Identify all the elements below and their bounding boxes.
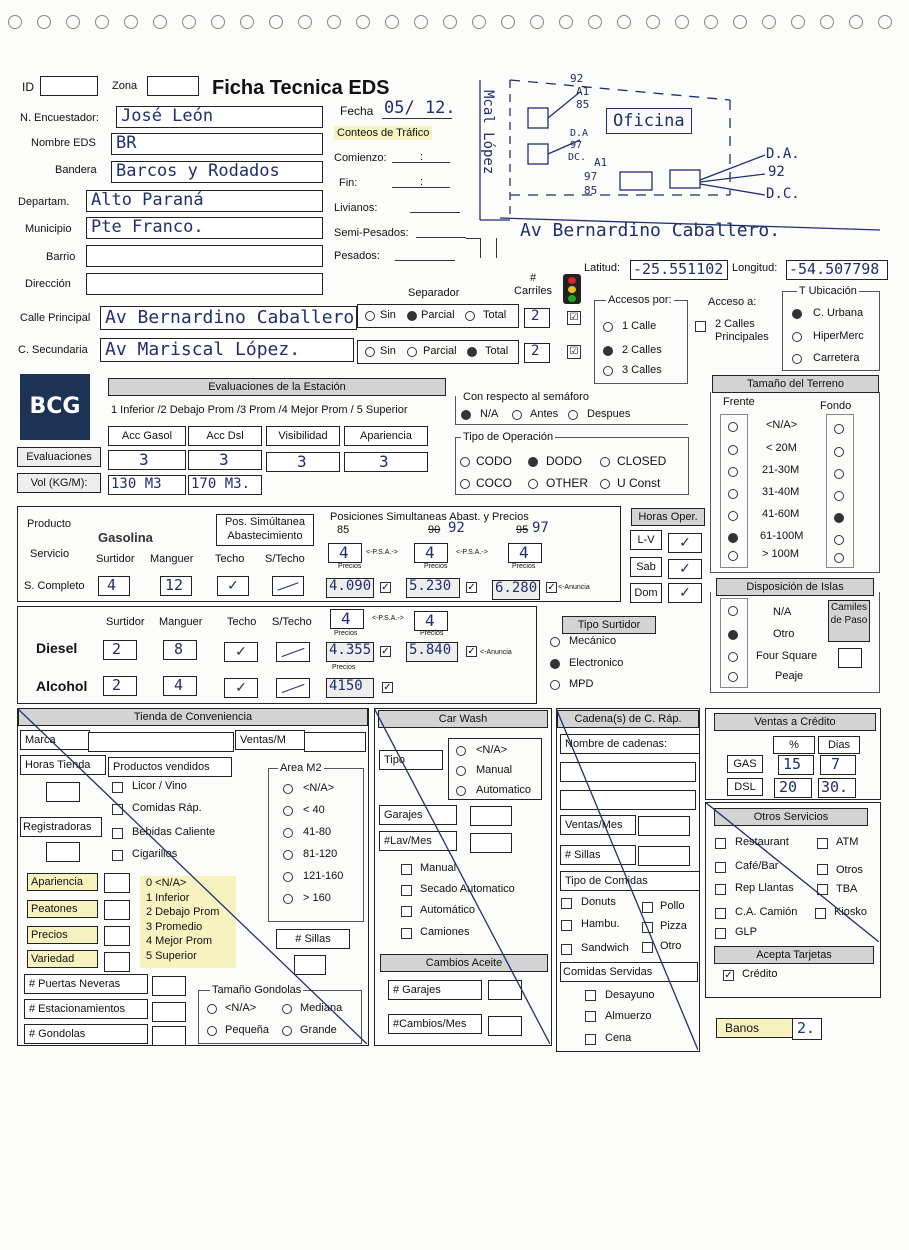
area-title: Area M2 xyxy=(280,762,322,774)
sep-p-sin[interactable] xyxy=(365,311,375,321)
servicio-label: Servicio xyxy=(30,548,70,560)
techo-label: Techo xyxy=(215,553,245,565)
semaforo-antes[interactable] xyxy=(512,410,522,420)
cambios-header: Cambios Aceite xyxy=(380,954,548,972)
tarjetas-header: Acepta Tarjetas xyxy=(714,946,874,964)
gas-price-3[interactable]: 6.280 xyxy=(492,580,540,600)
horas-dom-label: Dom xyxy=(630,583,662,603)
neveras-label: # Puertas Neveras xyxy=(24,974,148,994)
id-label: ID xyxy=(22,80,34,94)
alc-techo[interactable]: ✓ xyxy=(224,678,258,698)
sketch-side-street: Mcal López xyxy=(480,90,496,175)
encuestador-field[interactable]: José León xyxy=(116,106,323,128)
pos-sim-header: Pos. Simúltanea Abastecimiento xyxy=(216,514,314,546)
fondo-100[interactable] xyxy=(834,553,844,563)
diesel-label: Diesel xyxy=(36,640,78,656)
dsl-anuncia-label: <-Anuncia xyxy=(480,649,512,656)
sep-p-parcial[interactable] xyxy=(407,311,417,321)
fin-sep: : xyxy=(420,176,424,188)
comidas-servidas-label: Comidas Servidas xyxy=(560,962,698,982)
fondo-41[interactable] xyxy=(834,513,844,523)
cadenas-crossout xyxy=(556,708,698,1050)
semaforo-secundaria-check[interactable]: ☑ xyxy=(567,345,581,359)
banos-label: Banos xyxy=(716,1018,794,1038)
op-uconst[interactable] xyxy=(600,479,610,489)
manguer-label: Manguer xyxy=(150,553,194,565)
calle-secundaria-label: C. Secundaria xyxy=(18,344,88,356)
dsl-pos-1[interactable]: 4 xyxy=(330,609,364,629)
credito-tarjeta-label: Crédito xyxy=(742,968,778,980)
departam-label: Departam. xyxy=(18,196,70,208)
carwash-header: Car Wash xyxy=(378,710,548,728)
otros-header: Otros Servicios xyxy=(714,808,868,826)
sep-p-total[interactable] xyxy=(465,311,475,321)
semaforo-title: Con respecto al semáforo xyxy=(463,391,589,403)
tienda-crossout xyxy=(17,708,367,1044)
marca-label: Marca xyxy=(20,730,90,750)
traffic-light-icon xyxy=(563,274,581,304)
sep-s-parcial[interactable] xyxy=(407,347,417,357)
credito-dsl-label: DSL xyxy=(727,778,763,796)
credito-tarjeta-check[interactable]: ✓ xyxy=(724,970,733,981)
sketch-right-da: D.A. xyxy=(766,146,800,162)
sketch-left-85: 85 xyxy=(584,184,598,197)
eval-col-apariencia: Apariencia xyxy=(344,426,428,446)
carwash-crossout xyxy=(374,708,550,1044)
calle-principal-label: Calle Principal xyxy=(20,312,91,324)
frente-61[interactable] xyxy=(728,533,738,543)
terreno-header: Tamaño del Terreno xyxy=(712,375,879,393)
semi-label: Semi-Pesados: xyxy=(334,227,409,239)
grade-85: 85 xyxy=(337,524,350,536)
sketch-left-dc: DC. xyxy=(568,152,587,163)
sketch-right-dc: D.C. xyxy=(766,186,800,202)
op-coco[interactable] xyxy=(460,479,470,489)
tienda-header: Tienda de Conveniencia xyxy=(18,708,368,726)
gas-manguer[interactable]: 12 xyxy=(160,576,192,596)
comienzo-sep: : xyxy=(420,151,424,163)
ubic-carretera[interactable] xyxy=(792,354,802,364)
op-codo[interactable] xyxy=(460,457,470,467)
pos-sim-precios-label: Posiciones Simultaneas Abast. y Precios xyxy=(330,511,529,523)
cadenas-header: Cadena(s) de C. Ráp. xyxy=(557,710,699,728)
vol-label: Vol (KG/M): xyxy=(17,473,101,493)
comienzo-label: Comienzo: xyxy=(334,152,387,164)
frente-31[interactable] xyxy=(728,489,738,499)
sketch-left-da: D.A xyxy=(570,128,589,139)
sketch-label-85: 85 xyxy=(576,98,590,111)
credito-gas-pct[interactable]: 15 xyxy=(778,755,814,775)
vol-dsl[interactable]: 170 M3. xyxy=(188,475,262,495)
fecha-value: 05/ 12. xyxy=(384,98,456,118)
fondo-na[interactable] xyxy=(834,424,844,434)
grade-90-crossed: 90 xyxy=(428,524,441,536)
acceso-3calles[interactable] xyxy=(603,366,613,376)
eval-header: Evaluaciones de la Estación xyxy=(108,378,446,396)
ventas-label: Ventas/M xyxy=(235,730,305,750)
eval-scale: 1 Inferior /2 Debajo Prom /3 Prom /4 Mejor Prom / 5 Superior xyxy=(111,404,408,416)
c-cambios-label: #Cambios/Mes xyxy=(388,1014,482,1034)
scompleto-label: S. Completo xyxy=(24,580,85,592)
page-title: Ficha Tecnica EDS xyxy=(212,77,390,99)
dsl-price-2[interactable]: 5.840 xyxy=(406,642,458,662)
vol-gasol[interactable]: 130 M3 xyxy=(108,475,186,495)
islas-header: Disposición de Islas xyxy=(716,578,874,596)
banos-field[interactable]: 2. xyxy=(792,1018,822,1040)
camiles-field[interactable] xyxy=(838,648,862,668)
isla-na[interactable] xyxy=(728,606,738,616)
encuestador-label: N. Encuestador: xyxy=(20,112,99,124)
surt-electronico[interactable] xyxy=(550,659,560,669)
peatones-label: Peatones xyxy=(27,900,98,918)
alc-surtidor[interactable]: 2 xyxy=(103,676,137,696)
credito-dsl-pct[interactable]: 20 xyxy=(774,778,812,798)
alc-manguer[interactable]: 4 xyxy=(163,676,197,696)
garajes-label: Garajes xyxy=(379,805,457,825)
horas-sab[interactable]: ✓ xyxy=(668,559,702,579)
livianos-label: Livianos: xyxy=(334,202,378,214)
gas-pos-3[interactable]: 4 xyxy=(508,543,542,563)
productos-label: Productos vendidos xyxy=(108,757,232,777)
precios-label: Precios xyxy=(27,926,98,944)
credito-gas-label: GAS xyxy=(727,755,763,773)
frente-label: Frente xyxy=(723,396,755,408)
dsl-pos-2[interactable]: 4 xyxy=(414,611,448,631)
sketch-left-a1: A1 xyxy=(594,156,608,169)
ubicacion-title: T Ubicación xyxy=(799,285,857,297)
stecho-label: S/Techo xyxy=(265,553,305,565)
carriles-secundaria[interactable]: 2 xyxy=(524,343,550,363)
acceso-a-label: Acceso a: xyxy=(708,296,757,308)
nombre-cadenas-label: Nombre de cadenas: xyxy=(560,734,700,754)
eval-accgasol[interactable]: 3 xyxy=(108,450,186,470)
sketch-label-a1: A1 xyxy=(576,85,590,98)
two-principales-check[interactable] xyxy=(695,321,706,332)
variedad-label: Variedad xyxy=(27,950,98,968)
gondolas-title: Tamaño Gondolas xyxy=(212,984,302,996)
isla-otro[interactable] xyxy=(728,630,738,640)
tipo-surtidor-header: Tipo Surtidor xyxy=(562,616,656,634)
horas-lv[interactable]: ✓ xyxy=(668,533,702,553)
isla-peaje[interactable] xyxy=(728,672,738,682)
acceso-1calle[interactable] xyxy=(603,322,613,332)
eval-col-accdsl: Acc Dsl xyxy=(188,426,262,446)
fin-label: Fin: xyxy=(339,177,358,189)
gas-surtidor[interactable]: 4 xyxy=(98,576,130,596)
tipo-comidas-label: Tipo de Comidas xyxy=(560,871,700,891)
eval-visibilidad[interactable]: 3 xyxy=(266,452,340,472)
operacion-title: Tipo de Operación xyxy=(463,431,554,443)
horas-header: Horas Oper. xyxy=(631,508,705,526)
dsl-stecho[interactable] xyxy=(276,642,310,662)
fecha-label: Fecha xyxy=(340,104,374,118)
horas-lv-label: L-V xyxy=(630,530,662,550)
credito-dsl-dias[interactable]: 30. xyxy=(818,778,856,798)
grade-92: 92 xyxy=(448,520,465,536)
bcg-logo: BCG xyxy=(20,374,90,440)
gas-price-2-check[interactable]: ✓ xyxy=(467,582,476,593)
horas-sab-label: Sab xyxy=(630,557,662,577)
gondolas-label: # Gondolas xyxy=(24,1024,148,1044)
fondo-21[interactable] xyxy=(834,469,844,479)
separador-label: Separador xyxy=(408,287,460,299)
carriles-label: # Carriles xyxy=(514,272,552,297)
eval-apariencia[interactable]: 3 xyxy=(344,452,428,472)
pesados-label: Pesados: xyxy=(334,250,380,262)
evaluaciones-label: Evaluaciones xyxy=(17,447,101,467)
fondo-label: Fondo xyxy=(820,400,852,412)
dsl-manguer[interactable]: 8 xyxy=(163,640,197,660)
sketch-left-97b: 97 xyxy=(584,170,598,183)
otros-crossout xyxy=(705,802,879,942)
sketch-main-street: Av Bernardino Caballero. xyxy=(520,220,781,241)
credito-dias-header: Dias xyxy=(818,736,860,754)
cadena-ventas-label: Ventas/Mes xyxy=(560,815,636,835)
longitud-field[interactable]: -54.507798 xyxy=(786,260,888,280)
horas-tienda-label: Horas Tienda xyxy=(20,755,106,775)
alc-price-check[interactable]: ✓ xyxy=(383,682,392,693)
sep-s-sin[interactable] xyxy=(365,347,375,357)
camiles-header: Camiles de Paso xyxy=(828,600,870,642)
accesos-title: Accesos por: xyxy=(608,294,672,306)
credito-pct-header: % xyxy=(773,736,815,754)
cadena-sillas-label: # Sillas xyxy=(560,845,636,865)
dsl-price-1-check[interactable]: ✓ xyxy=(381,646,390,657)
binding-rings xyxy=(8,15,898,32)
dsl-techo[interactable]: ✓ xyxy=(224,642,258,662)
dsl-anuncia-check[interactable]: ✓ xyxy=(467,646,476,657)
alc-price[interactable]: 4150 xyxy=(326,678,374,698)
semaforo-principal-check[interactable]: ☑ xyxy=(567,311,581,325)
sketch-left-97: 97 xyxy=(570,140,583,151)
grade-97: 97 xyxy=(532,520,549,536)
apariencia-label: Apariencia xyxy=(27,873,98,891)
eval-accdsl[interactable]: 3 xyxy=(188,450,262,470)
municipio-field[interactable]: Pte Franco. xyxy=(86,217,323,239)
longitud-label: Longitud: xyxy=(732,262,778,274)
frente-100[interactable] xyxy=(728,551,738,561)
semaforo-despues[interactable] xyxy=(568,410,578,420)
dsl-surtidor[interactable]: 2 xyxy=(103,640,137,660)
gas-price-1-check[interactable]: ✓ xyxy=(381,582,390,593)
gas-price-1[interactable]: 4.090 xyxy=(326,578,374,598)
surtidor-label: Surtidor xyxy=(96,553,135,565)
calle-principal-field[interactable]: Av Bernardino Caballero xyxy=(100,306,357,330)
estac-label: # Estacionamientos xyxy=(24,999,148,1019)
departam-field[interactable]: Alto Paraná xyxy=(86,190,323,212)
isla-four-square[interactable] xyxy=(728,652,738,662)
latitud-label: Latitud: xyxy=(584,262,621,274)
zona-field[interactable] xyxy=(147,76,199,96)
conteos-label: Conteos de Tráfico xyxy=(334,126,432,140)
barrio-label: Barrio xyxy=(46,251,76,263)
frente-21[interactable] xyxy=(728,467,738,477)
ubic-hipermerc[interactable] xyxy=(792,332,802,342)
fondo-61[interactable] xyxy=(834,535,844,545)
fondo-20[interactable] xyxy=(834,447,844,457)
surt-mecanico[interactable] xyxy=(550,637,560,647)
sketch-label-92: 92 xyxy=(570,72,584,85)
credito-gas-dias[interactable]: 7 xyxy=(820,755,856,775)
calle-secundaria-field[interactable]: Av Mariscal López. xyxy=(100,338,354,362)
frente-na[interactable] xyxy=(728,422,738,432)
carwash-tipo-label: Tipo xyxy=(379,750,443,770)
sep-s-total[interactable] xyxy=(467,347,477,357)
eval-col-visibilidad: Visibilidad xyxy=(266,426,340,446)
producto-label: Producto xyxy=(27,518,72,530)
municipio-label: Municipio xyxy=(25,223,72,235)
eval-col-accgasol: Acc Gasol xyxy=(108,426,186,446)
gas-anuncia-check[interactable]: ✓ xyxy=(547,582,556,593)
latitud-field[interactable]: -25.551102 xyxy=(630,260,728,280)
horas-dom[interactable]: ✓ xyxy=(668,583,702,603)
semaforo-na[interactable] xyxy=(461,410,471,420)
op-other[interactable] xyxy=(528,479,538,489)
grade-95-crossed: 95 xyxy=(516,524,529,536)
gas-price-2[interactable]: 5.230 xyxy=(406,578,460,598)
frente-20[interactable] xyxy=(728,445,738,455)
fondo-31[interactable] xyxy=(834,491,844,501)
sketch-right-92: 92 xyxy=(768,164,785,180)
two-principales-label: 2 Calles Principales xyxy=(715,318,769,343)
sketch-oficina: Oficina xyxy=(606,108,692,134)
frente-41[interactable] xyxy=(728,511,738,521)
site-sketch xyxy=(470,70,900,260)
c-garajes-label: # Garajes xyxy=(388,980,482,1000)
ubic-urbana[interactable] xyxy=(792,309,802,319)
gasolina-label: Gasolina xyxy=(98,530,153,545)
registradoras-label: Registradoras xyxy=(20,817,102,837)
op-dodo[interactable] xyxy=(528,457,538,467)
dsl-price-1[interactable]: 4.355 xyxy=(326,642,374,662)
op-closed[interactable] xyxy=(600,457,610,467)
eval-scale-legend: 0 <N/A> 1 Inferior 2 Debajo Prom 3 Promedio 4 Mejor Prom 5 Superior xyxy=(140,876,236,968)
bandera-label: Bandera xyxy=(55,164,97,176)
alc-stecho[interactable] xyxy=(276,678,310,698)
acceso-2calles[interactable] xyxy=(603,346,613,356)
alcohol-label: Alcohol xyxy=(36,678,88,694)
direccion-field[interactable] xyxy=(86,273,323,295)
surt-mpd[interactable] xyxy=(550,680,560,690)
nombre-eds-field[interactable]: BR xyxy=(111,133,323,155)
gas-pos-2[interactable]: 4 xyxy=(414,543,448,563)
credito-header: Ventas a Crédito xyxy=(714,713,876,731)
nombre-eds-label: Nombre EDS xyxy=(31,137,96,149)
sillas-label: # Sillas xyxy=(276,929,350,949)
gas-anuncia-label: <-Anuncia xyxy=(558,584,590,591)
direccion-label: Dirección xyxy=(25,278,71,290)
zona-label: Zona xyxy=(112,80,138,92)
gas-techo[interactable]: ✓ xyxy=(217,576,249,596)
gas-pos-1[interactable]: 4 xyxy=(328,543,362,563)
carriles-principal[interactable]: 2 xyxy=(524,308,550,328)
gas-stecho[interactable] xyxy=(272,576,304,596)
barrio-field[interactable] xyxy=(86,245,323,267)
bandera-field[interactable]: Barcos y Rodados xyxy=(111,161,323,183)
lav-label: #Lav/Mes xyxy=(379,831,457,851)
id-field[interactable] xyxy=(40,76,98,96)
